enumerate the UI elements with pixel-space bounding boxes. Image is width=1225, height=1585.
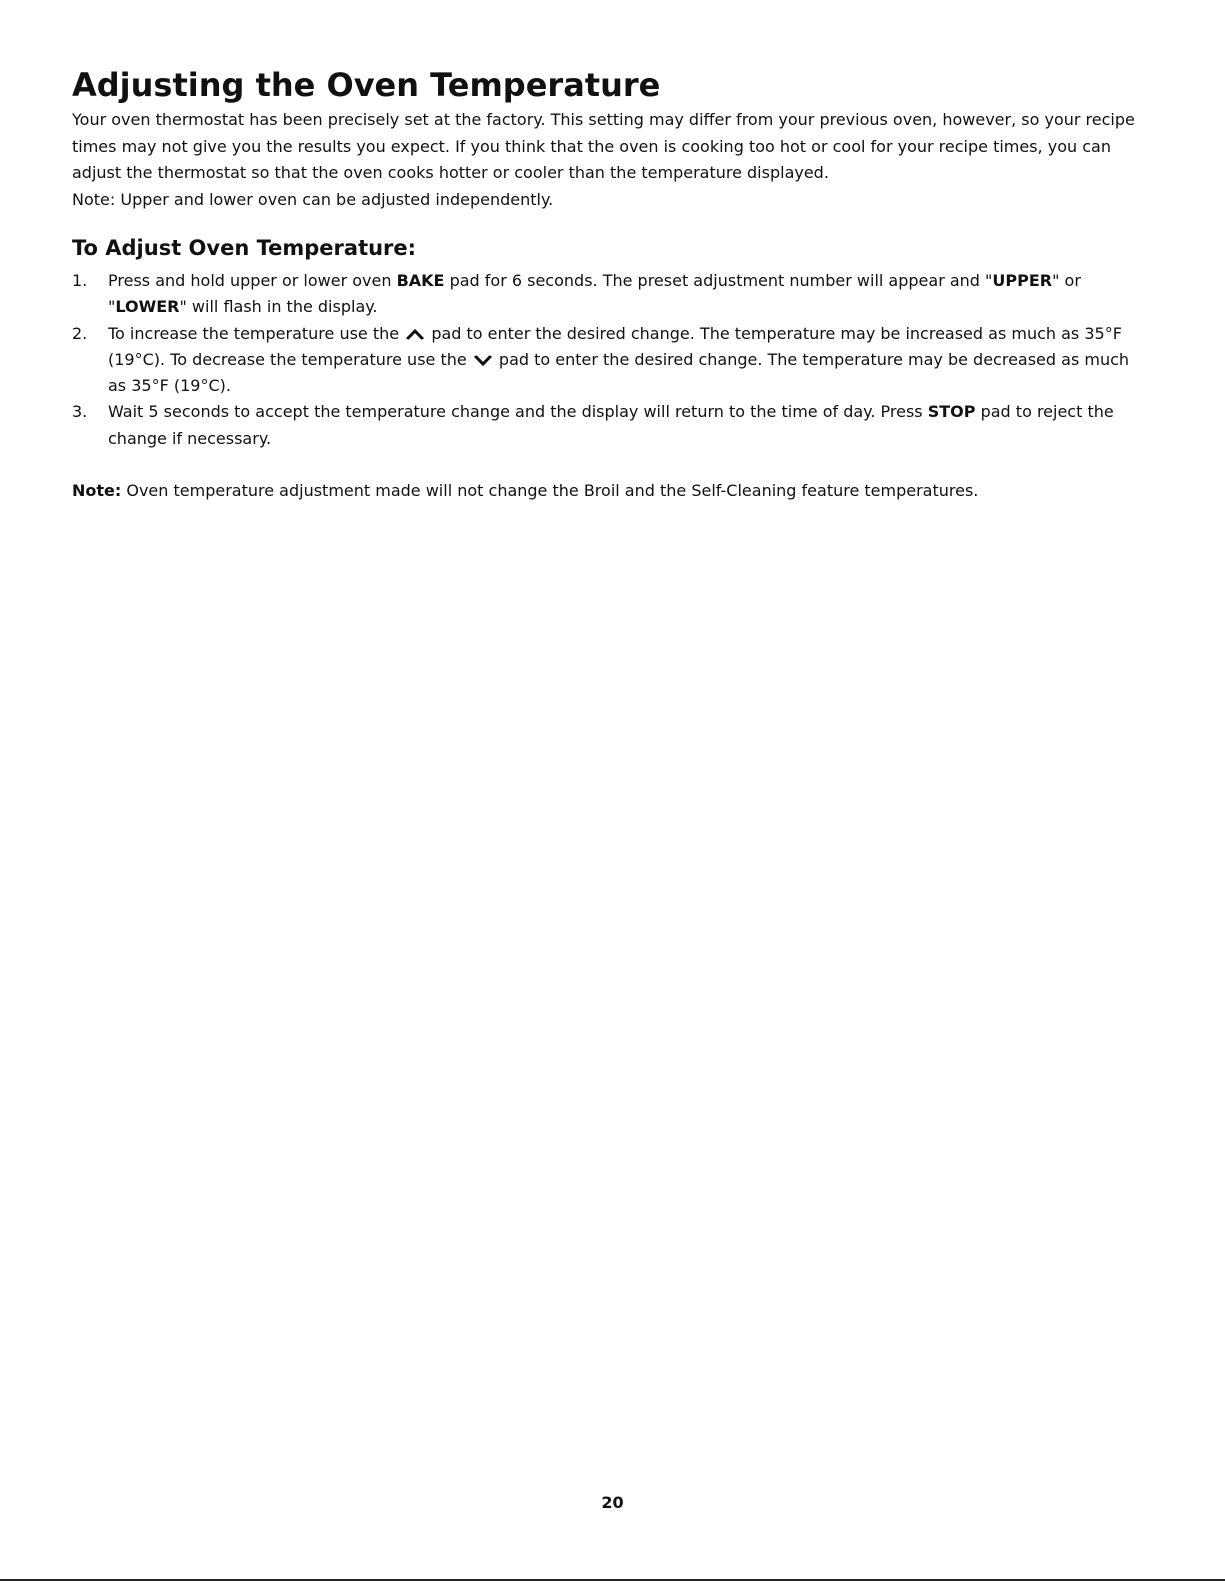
step-text: pad to enter the desired change. The temperature may be decreased as much as 35°F (19°C). [108,349,1130,396]
footnote-text: Oven temperature adjustment made will not change the Broil and the Self-Cleaning feature temperatures. [121,481,979,500]
bake-pad-label: BAKE [396,271,445,290]
lower-label: LOWER [115,297,180,317]
step-item [72,268,1152,321]
page-number: 20 [601,1493,624,1512]
bottom-border [0,1579,1225,1581]
intro-paragraph: Your oven thermostat has been precisely set at the factory. This setting may differ from your previous oven, however, so your recipe times may not give you the results you expect. If you think that the oven is cooking too hot or cool for your recipe times, you can adjust the thermostat so that the oven cooks hotter or cooler than the temperature displayed. [72,110,1135,182]
step-text: pad to enter the desired change. The temperature may be increased as much as 35°F (19°C). To decrease the temperature use the [108,323,1122,369]
steps-list [72,268,1152,452]
footnote-label: Note: [72,481,122,500]
step-text: " or " [108,271,1081,317]
step-text: To increase the temperature use the [108,323,400,343]
intro-section [72,107,1152,213]
step-text: pad for 6 seconds. The preset adjustment number will appear and " [444,271,993,290]
step-number: 3. [72,402,88,422]
step-text: pad to reject the change if necessary. [108,402,1114,448]
stop-pad-label: STOP [927,402,976,422]
up-arrow-icon [405,321,426,347]
step-text: " will flash in the display. [179,297,378,317]
section-heading: To Adjust Oven Temperature: [72,236,417,260]
page-title: Adjusting the Oven Temperature [72,66,661,104]
step-item [72,399,1152,452]
step-text: Press and hold upper or lower oven [108,271,397,290]
upper-label: UPPER [992,271,1053,290]
step-text: Wait 5 seconds to accept the temperature change and the display will return to the time of day. Press [108,402,928,422]
step-number: 2. [72,323,88,343]
step-number: 1. [72,271,88,290]
step-item [72,321,1152,400]
down-arrow-icon [472,347,493,373]
footnote [72,478,1152,504]
intro-note: Note: Upper and lower oven can be adjusted independently. [72,189,554,209]
